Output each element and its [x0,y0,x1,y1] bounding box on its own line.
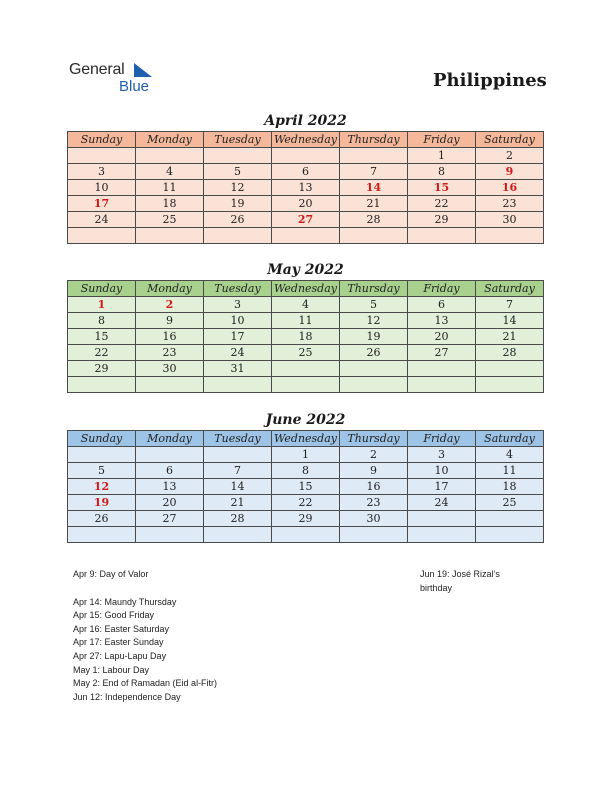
day-cell: 12 [204,180,272,196]
day-cell: 7 [476,297,544,313]
empty-cell [476,527,544,543]
weekday-header: Monday [136,281,204,297]
day-cell: 26 [204,212,272,228]
day-cell: 7 [204,463,272,479]
day-cell: 21 [204,495,272,511]
holiday-item: Apr 15: Good Friday [73,610,155,621]
month-may [67,260,544,393]
weekday-header: Tuesday [204,281,272,297]
day-cell: 18 [136,196,204,212]
logo-blue-text: Blue [119,78,150,95]
day-cell: 20 [272,196,340,212]
holiday-item: Apr 16: Easter Saturday [73,623,170,634]
day-cell: 6 [136,463,204,479]
empty-cell [68,527,136,543]
empty-cell [340,148,408,164]
day-cell: 29 [272,511,340,527]
empty-cell [476,228,544,244]
empty-cell [476,511,544,527]
holiday-item: Apr 17: Easter Sunday [73,637,164,648]
holiday-item: Jun 19: José Rizal’s [420,569,500,579]
day-cell: 24 [408,495,476,511]
day-cell: 25 [476,495,544,511]
day-cell: 11 [476,463,544,479]
weekday-header: Friday [408,281,476,297]
week-row [68,361,544,377]
day-cell: 15 [272,479,340,495]
weekday-header: Thursday [340,132,408,148]
day-cell: 14 [204,479,272,495]
day-cell: 23 [136,345,204,361]
empty-cell [136,228,204,244]
day-cell: 4 [476,447,544,463]
weekday-header: Sunday [68,431,136,447]
week-row [68,148,544,164]
day-cell: 5 [340,297,408,313]
holiday-item: May 2: End of Ramadan (Eid al-Fitr) [73,678,218,689]
week-row [68,228,544,244]
calendar-table [67,131,544,244]
day-cell: 19 [204,196,272,212]
empty-cell [340,228,408,244]
day-cell: 31 [204,361,272,377]
empty-cell [340,527,408,543]
day-cell: 23 [340,495,408,511]
day-cell: 8 [408,164,476,180]
empty-cell [476,361,544,377]
empty-cell [136,447,204,463]
weekday-header: Wednesday [272,281,340,297]
day-cell: 26 [340,345,408,361]
weekday-header: Monday [136,132,204,148]
week-row [68,313,544,329]
day-cell: 4 [136,164,204,180]
empty-cell [272,228,340,244]
day-cell: 19 [340,329,408,345]
empty-cell [408,228,476,244]
day-cell: 10 [408,463,476,479]
day-cell: 28 [340,212,408,228]
weekday-header: Thursday [340,281,408,297]
week-row [68,511,544,527]
holiday-item: May 1: Labour Day [73,664,150,675]
day-cell: 21 [476,329,544,345]
week-row [68,479,544,495]
empty-cell [272,361,340,377]
day-cell: 27 [272,212,340,228]
day-cell: 12 [340,313,408,329]
day-cell: 4 [272,297,340,313]
empty-cell [136,377,204,393]
week-row [68,447,544,463]
day-cell: 1 [272,447,340,463]
weekday-header: Friday [408,431,476,447]
day-cell: 23 [476,196,544,212]
calendar-table [67,430,544,543]
empty-cell [340,361,408,377]
day-cell: 24 [68,212,136,228]
calendar-table [67,280,544,393]
weekday-header-row [68,431,544,447]
empty-cell [408,377,476,393]
empty-cell [408,527,476,543]
empty-cell [136,148,204,164]
month-april [67,111,544,244]
empty-cell [204,447,272,463]
country-title: Philippines [433,70,547,91]
day-cell: 18 [272,329,340,345]
week-row [68,212,544,228]
weekday-header: Thursday [340,431,408,447]
weekday-header-row [68,132,544,148]
day-cell: 1 [408,148,476,164]
day-cell: 30 [340,511,408,527]
holiday-item: Apr 27: Lapu-Lapu Day [73,650,167,661]
day-cell: 20 [408,329,476,345]
day-cell: 3 [68,164,136,180]
week-row [68,180,544,196]
logo-triangle-icon [134,63,152,77]
day-cell: 10 [204,313,272,329]
empty-cell [68,377,136,393]
week-row [68,463,544,479]
weekday-header: Tuesday [204,132,272,148]
day-cell: 6 [272,164,340,180]
day-cell: 17 [68,196,136,212]
empty-cell [204,527,272,543]
day-cell: 29 [68,361,136,377]
day-cell: 17 [204,329,272,345]
week-row [68,297,544,313]
day-cell: 22 [68,345,136,361]
week-row [68,329,544,345]
day-cell: 17 [408,479,476,495]
day-cell: 30 [476,212,544,228]
month-title: April 2022 [264,113,347,129]
empty-cell [340,377,408,393]
day-cell: 9 [476,164,544,180]
empty-cell [272,148,340,164]
day-cell: 12 [68,479,136,495]
empty-cell [136,527,204,543]
week-row [68,164,544,180]
day-cell: 15 [68,329,136,345]
month-june [67,410,544,543]
weekday-header: Wednesday [272,132,340,148]
day-cell: 2 [136,297,204,313]
day-cell: 16 [340,479,408,495]
empty-cell [68,447,136,463]
empty-cell [204,148,272,164]
day-cell: 20 [136,495,204,511]
empty-cell [204,228,272,244]
logo [69,61,169,97]
day-cell: 19 [68,495,136,511]
day-cell: 30 [136,361,204,377]
weekday-header: Sunday [68,132,136,148]
empty-cell [272,377,340,393]
holiday-item: Apr 14: Maundy Thursday [73,596,177,607]
day-cell: 21 [340,196,408,212]
day-cell: 10 [68,180,136,196]
holiday-item: Jun 12: Independence Day [73,691,181,702]
empty-cell [204,377,272,393]
logo-general-text: General [69,61,125,78]
day-cell: 9 [340,463,408,479]
empty-cell [408,511,476,527]
day-cell: 5 [204,164,272,180]
weekday-header: Wednesday [272,431,340,447]
week-row [68,377,544,393]
day-cell: 18 [476,479,544,495]
day-cell: 16 [476,180,544,196]
day-cell: 13 [408,313,476,329]
empty-cell [68,228,136,244]
day-cell: 6 [408,297,476,313]
day-cell: 14 [340,180,408,196]
day-cell: 22 [272,495,340,511]
week-row [68,495,544,511]
day-cell: 1 [68,297,136,313]
weekday-header: Saturday [476,132,544,148]
week-row [68,527,544,543]
day-cell: 2 [476,148,544,164]
holiday-list [73,568,313,704]
month-title: June 2022 [265,412,346,428]
day-cell: 25 [136,212,204,228]
day-cell: 7 [340,164,408,180]
holiday-item: birthday [420,582,453,593]
day-cell: 29 [408,212,476,228]
day-cell: 27 [408,345,476,361]
day-cell: 5 [68,463,136,479]
empty-cell [272,527,340,543]
day-cell: 16 [136,329,204,345]
day-cell: 11 [136,180,204,196]
day-cell: 27 [136,511,204,527]
day-cell: 13 [136,479,204,495]
day-cell: 3 [408,447,476,463]
day-cell: 25 [272,345,340,361]
day-cell: 8 [68,313,136,329]
weekday-header: Tuesday [204,431,272,447]
weekday-header: Friday [408,132,476,148]
empty-cell [68,148,136,164]
weekday-header: Monday [136,431,204,447]
day-cell: 3 [204,297,272,313]
day-cell: 13 [272,180,340,196]
day-cell: 26 [68,511,136,527]
day-cell: 2 [340,447,408,463]
day-cell: 15 [408,180,476,196]
weekday-header-row [68,281,544,297]
day-cell: 11 [272,313,340,329]
day-cell: 22 [408,196,476,212]
holiday-list-right [420,568,530,595]
weekday-header: Saturday [476,281,544,297]
day-cell: 9 [136,313,204,329]
day-cell: 28 [476,345,544,361]
empty-cell [476,377,544,393]
month-title: May 2022 [267,262,344,278]
week-row [68,196,544,212]
week-row [68,345,544,361]
empty-cell [408,361,476,377]
holiday-item: Apr 9: Day of Valor [73,569,149,579]
weekday-header: Sunday [68,281,136,297]
day-cell: 14 [476,313,544,329]
day-cell: 24 [204,345,272,361]
weekday-header: Saturday [476,431,544,447]
day-cell: 28 [204,511,272,527]
day-cell: 8 [272,463,340,479]
